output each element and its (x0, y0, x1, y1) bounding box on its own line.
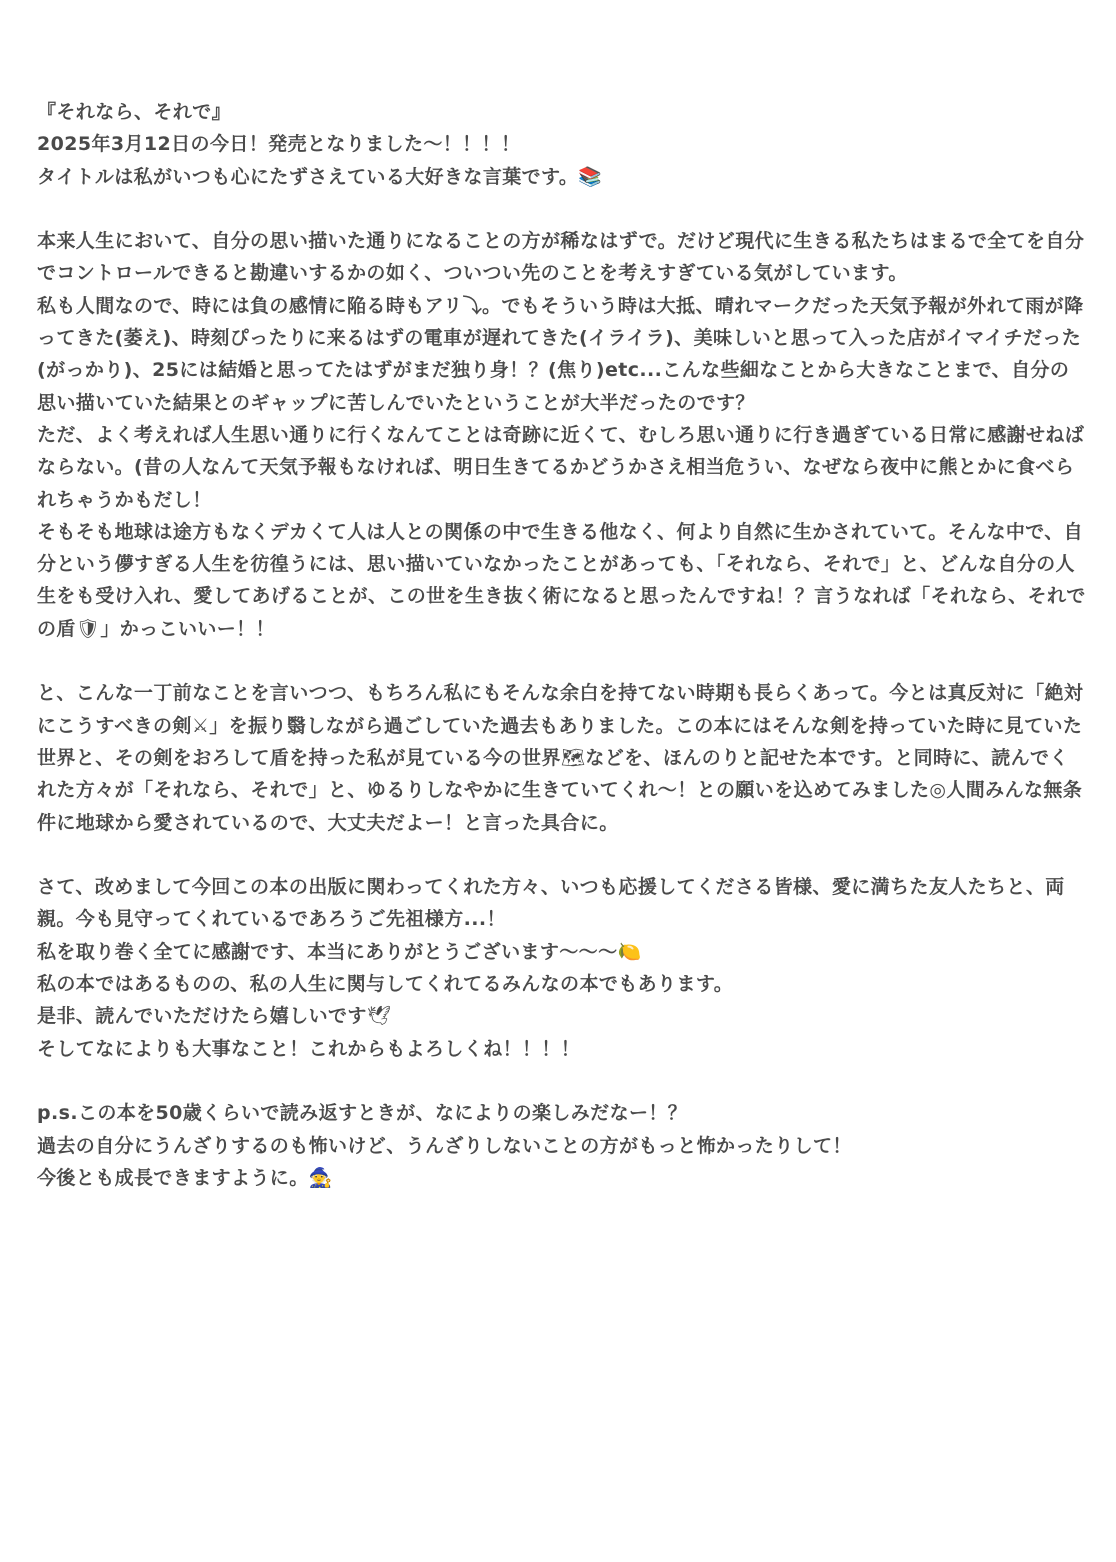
paragraph-reflection (37, 225, 1087, 645)
text-line: そもそも地球は途方もなくデカくて人は人との関係の中で生きる他なく、何より自然に生かされていて。そんな中で、自分という儚すぎる人生を彷徨うには、思い描いていなかったことがあっても、「それなら、それで」と、どんな自分の人生をも受け入れ、愛してあげることが、この世を生き抜く術になると思ったんですね！？言うなれば「それなら、それでの盾🛡」かっこいいー！！ (37, 520, 1086, 640)
books-icon: 📚 (578, 165, 603, 188)
note-body (37, 96, 1087, 1194)
text-line: と、こんな一丁前なことを言いつつ、もちろん私にもそんな余白を持てない時期も長らくあって。今とは真反対に「絶対にこうすべきの剣⚔」を振り翳しながら過ごしていた過去もありました。この本にはそんな剣を持っていた時に見ていた世界と、その剣をおろして盾を持った私が見ている今の世界🗺などを、ほんのりと記せた本です。と同時に、読んでくれた方々が「それなら、それで」と、ゆるりしなやかに生きていてくれ〜！との願いを込めてみました◎人間みんな無条件に地球から愛されているので、大丈夫だよー！と言った具合に。 (37, 682, 1084, 834)
paragraph-postscript (37, 1097, 1087, 1194)
text-line: 是非、読んでいただけたら嬉しいです🕊 (37, 1005, 392, 1028)
paragraph-sword-shield (37, 677, 1087, 838)
text-line: ただ、よく考えれば人生思い通りに行くなんてことは奇跡に近くて、むしろ思い通りに行き過ぎている日常に感謝せねばならない。(昔の人なんて天気予報もなければ、明日生きてるかどうかさえ相当危うい、なぜなら夜中に熊とかに食べられちゃうかもだし！ (37, 423, 1085, 511)
paragraph-thanks (37, 871, 1087, 1065)
text-line: さて、改めまして今回この本の出版に関わってくれた方々、いつも応援してくださる皆様、愛に満ちた友人たちと、両親。今も見守ってくれているであろうご先祖様方...！ (37, 876, 1065, 931)
dove-icon: 🕊 (366, 1005, 392, 1028)
witch-icon: 🧙 (308, 1166, 333, 1189)
text-line: タイトルは私がいつも心にたずさえている大好きな言葉です。📚 (37, 165, 603, 188)
lemon-icon: 🍋 (617, 940, 642, 963)
text-line: 『それなら、それで』 (37, 101, 232, 123)
text-line: 本来人生において、自分の思い描いた通りになることの方が稀なはずで。だけど現代に生きる私たちはまるで全てを自分でコントロールできると勘違いするかの如く、ついつい先のことを考えすぎている気がしています。 (37, 230, 1085, 285)
shield-icon: 🛡 (75, 617, 101, 640)
text-line: p.s.この本を50歳くらいで読み返すときが、なによりの楽しみだなー！？ (37, 1102, 688, 1125)
paragraph-intro (37, 96, 1087, 193)
map-icon: 🗺 (560, 746, 586, 769)
text-line: 私も人間なので、時には負の感情に陥る時もアリ⤵︎。でもそういう時は大抵、晴れマークだった天気予報が外れて雨が降ってきた(萎え)、時刻ぴったりに来るはずの電車が遅れてきた(イライラ)、美味しいと思って入った店がイマイチだった(がっかり)、25には結婚と思ってたはずがまだ独り身！？(焦り)etc...こんな些細なことから大きなことまで、自分の思い描いていた結果とのギャップに苦しんでいたということが大半だったのです？ (37, 294, 1084, 414)
text-line: 2025年3月12日の今日！発売となりました〜！！！！ (37, 133, 521, 156)
text-line: 私を取り巻く全てに感謝です、本当にありがとうございます〜〜〜🍋 (37, 940, 642, 963)
text-line: 今後とも成長できますように。🧙 (37, 1166, 333, 1189)
text-line: 過去の自分にうんざりするのも怖いけど、うんざりしないことの方がもっと怖かったりして！ (37, 1134, 852, 1157)
crossed-swords-icon: ⚔ (191, 714, 210, 737)
text-line: 私の本ではあるものの、私の人生に関与してくれてるみんなの本でもあります。 (37, 973, 734, 996)
text-line: そしてなによりも大事なこと！これからもよろしくね！！！！ (37, 1037, 581, 1060)
